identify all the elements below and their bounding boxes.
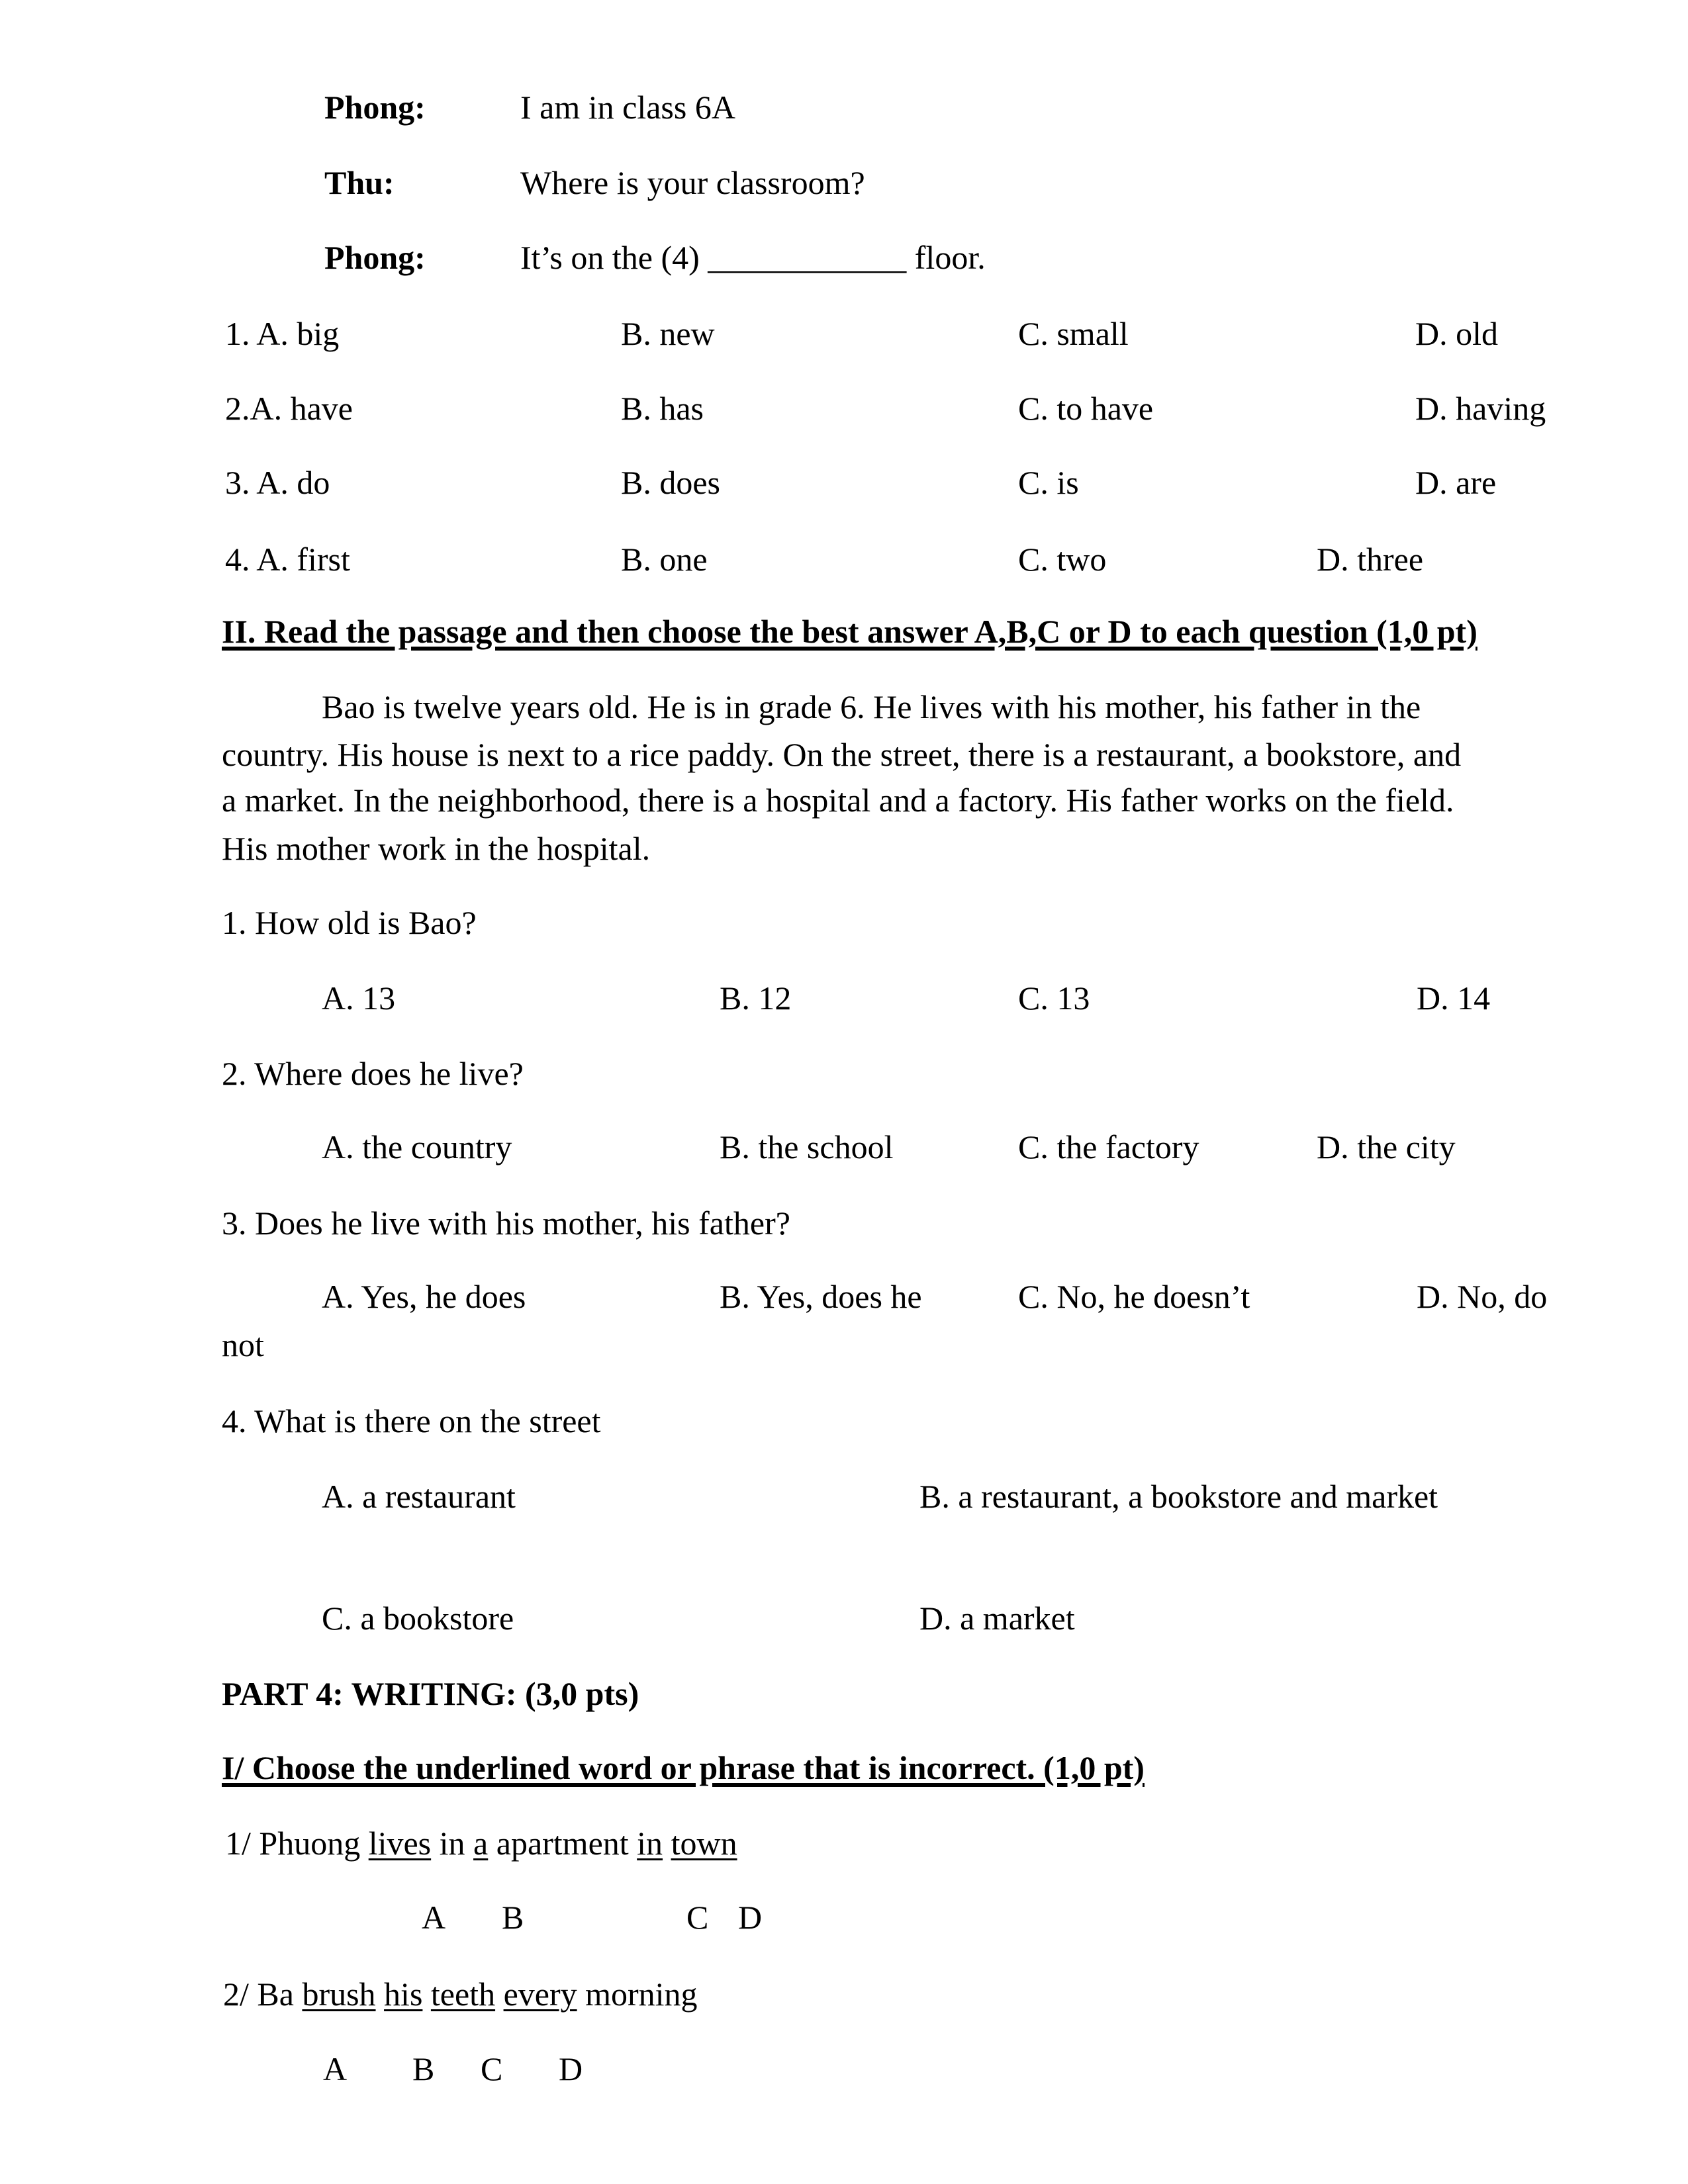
answer-letter: A — [422, 1899, 446, 1936]
option-b: B. the school — [720, 1128, 894, 1165]
sentence-text — [376, 1976, 385, 2013]
sentence-prefix: 2/ Ba — [223, 1976, 303, 2013]
option-a: 2.A. have — [225, 390, 353, 427]
error-sentence — [223, 1978, 698, 2011]
underlined-word: his — [384, 1976, 423, 2013]
option-b: B. 12 — [720, 979, 792, 1017]
dialogue-text: It’s on the (4) — [520, 239, 708, 276]
sentence-text — [663, 1825, 671, 1862]
option-a: A. Yes, he does — [322, 1278, 526, 1315]
underlined-word: in — [637, 1825, 663, 1862]
underlined-word: town — [671, 1825, 737, 1862]
option-d: D. having — [1415, 390, 1546, 427]
answer-letter: C — [686, 1899, 709, 1936]
option-d: D. 14 — [1417, 979, 1491, 1017]
option-d: D. old — [1415, 315, 1498, 352]
passage-line: Bao is twelve years old. He is in grade 6. He lives with his mother, his father in the — [322, 688, 1421, 725]
sentence-text — [422, 1976, 431, 2013]
answer-letter: A — [323, 2050, 348, 2087]
option-b: B. does — [621, 464, 720, 501]
passage-line: a market. In the neighborhood, there is a hospital and a factory. His father works on the field. — [222, 782, 1454, 819]
dialogue-line: I am in class 6A — [520, 89, 735, 126]
option-c: C. 13 — [1018, 979, 1090, 1017]
underlined-word: lives — [368, 1825, 432, 1862]
speaker-label: Thu: — [324, 164, 395, 201]
option-d: D. three — [1317, 541, 1424, 578]
question: 3. Does he live with his mother, his father? — [222, 1205, 790, 1242]
option-d: D. are — [1415, 464, 1497, 501]
section-heading: I/ Choose the underlined word or phrase that is incorrect. (1,0 pt) — [222, 1749, 1145, 1786]
error-sentence — [225, 1827, 737, 1860]
option-b: B. one — [621, 541, 708, 578]
option-b: B. has — [621, 390, 704, 427]
option-c: C. two — [1018, 541, 1107, 578]
option-a: 1. A. big — [225, 315, 340, 352]
option-c: C. small — [1018, 315, 1129, 352]
fill-in-blank: ____________ — [708, 239, 907, 276]
option-a: A. a restaurant — [322, 1478, 516, 1515]
dialogue-line — [520, 241, 986, 274]
speaker-label: Phong: — [324, 89, 426, 126]
option-c: C. the factory — [1018, 1128, 1199, 1165]
option-d: D. No, do — [1417, 1278, 1548, 1315]
answer-letter: C — [481, 2050, 503, 2087]
option-b: B. new — [621, 315, 715, 352]
option-a: 4. A. first — [225, 541, 350, 578]
option-d-wrap: not — [222, 1326, 264, 1363]
underlined-word: brush — [302, 1976, 376, 2013]
sentence-text: morning — [577, 1976, 698, 2013]
underlined-word: a — [473, 1825, 489, 1862]
passage-line: country. His house is next to a rice paddy. On the street, there is a restaurant, a bookstore, and — [222, 736, 1462, 773]
question: 4. What is there on the street — [222, 1402, 601, 1439]
option-c: C. a bookstore — [322, 1600, 514, 1637]
option-a: A. the country — [322, 1128, 512, 1165]
sentence-text — [495, 1976, 504, 2013]
speaker-label: Phong: — [324, 239, 426, 276]
option-c: C. to have — [1018, 390, 1154, 427]
question: 1. How old is Bao? — [222, 904, 477, 941]
part-title: PART 4: WRITING: (3,0 pts) — [222, 1675, 639, 1712]
underlined-word: teeth — [430, 1976, 496, 2013]
passage-line: His mother work in the hospital. — [222, 830, 651, 867]
sentence-prefix: 1/ Phuong — [225, 1825, 369, 1862]
dialogue-text: floor. — [906, 239, 986, 276]
option-b: B. Yes, does he — [720, 1278, 922, 1315]
option-a: 3. A. do — [225, 464, 330, 501]
section-heading: II. Read the passage and then choose the best answer A,B,C or D to each question (1,0 pt) — [222, 613, 1477, 650]
underlined-word: every — [503, 1976, 577, 2013]
question: 2. Where does he live? — [222, 1055, 524, 1092]
option-c: C. No, he doesn’t — [1018, 1278, 1250, 1315]
option-c: C. is — [1018, 464, 1079, 501]
answer-letter: B — [502, 1899, 524, 1936]
answer-letter: B — [412, 2050, 435, 2087]
option-a: A. 13 — [322, 979, 396, 1017]
option-d: D. a market — [919, 1600, 1075, 1637]
dialogue-line: Where is your classroom? — [520, 164, 865, 201]
answer-letter: D — [738, 1899, 763, 1936]
answer-letter: D — [559, 2050, 583, 2087]
sentence-text: apartment — [488, 1825, 637, 1862]
option-b: B. a restaurant, a bookstore and market — [919, 1478, 1438, 1515]
option-d: D. the city — [1317, 1128, 1456, 1165]
sentence-text: in — [431, 1825, 474, 1862]
